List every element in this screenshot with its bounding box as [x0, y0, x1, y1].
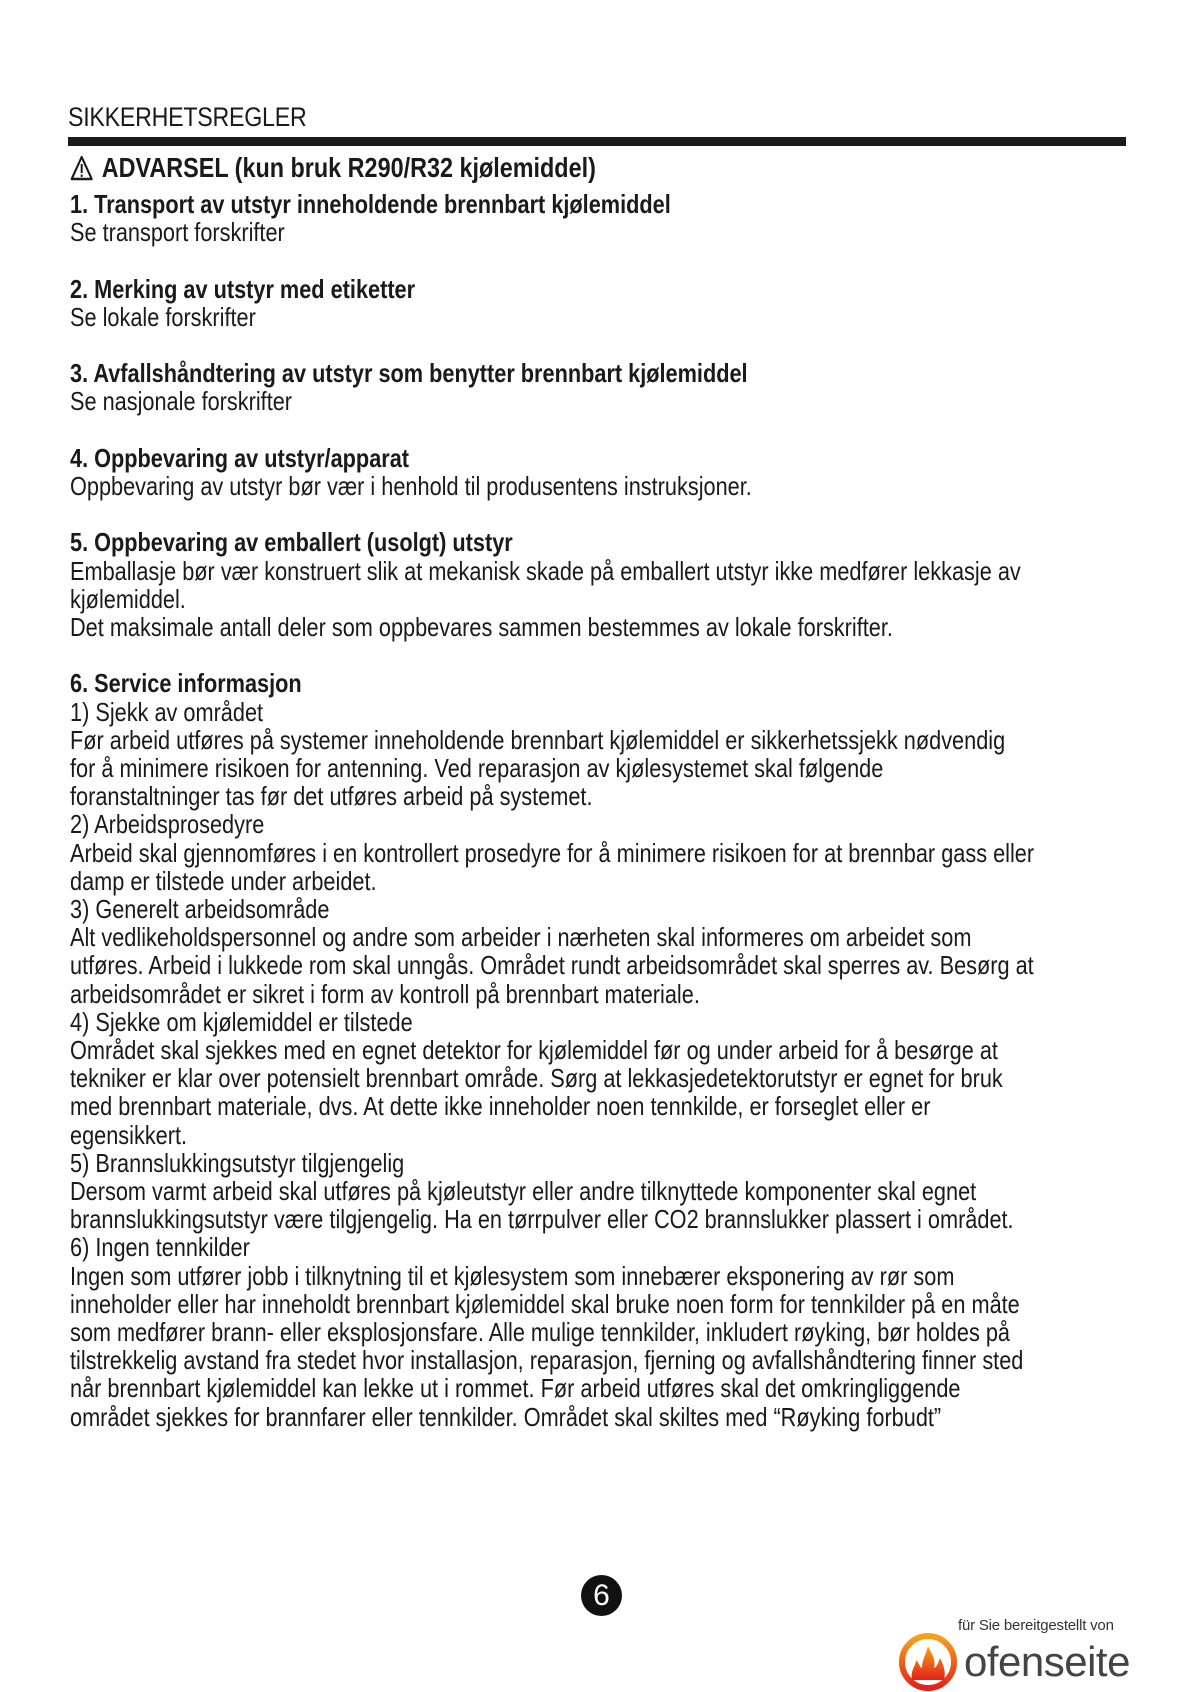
body-line: tekniker er klar over potensielt brennbart område. Sørg at lekkasjedetektorutstyr er egnet for bruk [70, 1063, 1003, 1094]
section [70, 641, 1105, 1431]
body-line: Emballasje bør vær konstruert slik at mekanisk skade på emballert utstyr ikke medfører lekkasje av [70, 555, 1021, 586]
body-line: med brennbart materiale, dvs. At dette ikke inneholder noen tennkilde, er forseglet eller er [70, 1091, 931, 1122]
body-line: Dersom varmt arbeid skal utføres på kjøleutstyr eller andre tilknyttede komponenter skal egnet [70, 1176, 977, 1207]
warning-triangle-icon [70, 155, 93, 181]
page-header: SIKKERHETSREGLER [68, 102, 307, 132]
warning-heading [70, 152, 1105, 184]
body-line: utføres. Arbeid i lukkede rom skal unngås. Området rundt arbeidsområdet skal sperres av. Besørg at [70, 950, 1034, 981]
body-line: Alt vedlikeholdspersonnel og andre som arbeider i nærheten skal informeres om arbeidet som [70, 922, 972, 953]
body-line: brannslukkingsutstyr være tilgjengelig. Ha en tørrpulver eller CO2 brannslukker plassert i området. [70, 1204, 1014, 1235]
section [70, 190, 1105, 246]
section-heading: 1. Transport av utstyr inneholdende brennbart kjølemiddel [70, 189, 671, 219]
section [70, 500, 1105, 641]
header-rule [68, 137, 1126, 146]
body-line: tilstrekkelig avstand fra stedet hvor installasjon, reparasjon, fjerning og avfallshåndtering finner sted [70, 1345, 1024, 1376]
body-line: Oppbevaring av utstyr bør vær i henhold til produsentens instruksjoner. [70, 470, 752, 501]
section-heading: 4. Oppbevaring av utstyr/apparat [70, 442, 410, 473]
body-line: foranstaltninger tas før det utføres arbeid på systemet. [70, 781, 593, 812]
body-line: 5) Brannslukkingsutstyr tilgjengelig [70, 1147, 405, 1178]
body-line: 4) Sjekke om kjølemiddel er tilstede [70, 1006, 413, 1037]
body-line: området sjekkes for brannfarer eller tennkilder. Området skal skiltes med “Røyking forbudt” [70, 1401, 942, 1432]
page-number: 6 [581, 1575, 622, 1616]
section [70, 416, 1105, 501]
section-heading: 6. Service informasjon [70, 668, 302, 699]
body-line: Arbeid skal gjennomføres i en kontrollert prosedyre for å minimere risikoen for at brennbar gass eller [70, 837, 1035, 868]
warning-title: ADVARSEL (kun bruk R290/R32 kjølemiddel) [101, 152, 596, 183]
body-line: 3) Generelt arbeidsområde [70, 894, 330, 924]
section [70, 246, 1105, 331]
body-line: Ingen som utfører jobb i tilknytning til et kjølesystem som innebærer eksponering av rør som [70, 1260, 955, 1291]
body-line: 1) Sjekk av området [70, 696, 264, 727]
body-line: 2) Arbeidsprosedyre [70, 809, 265, 840]
body-line: inneholder eller har inneholdt brennbart kjølemiddel skal bruke noen form for tennkilder på en måte [70, 1288, 1020, 1319]
body-line: Se lokale forskrifter [70, 301, 256, 332]
document-body [70, 152, 1105, 1431]
body-line: Se transport forskrifter [70, 217, 285, 248]
body-line: Det maksimale antall deler som oppbevares sammen bestemmes av lokale forskrifter. [70, 611, 893, 642]
body-line: Før arbeid utføres på systemer inneholdende brennbart kjølemiddel er sikkerhetssjekk nødvendig [70, 724, 1006, 755]
credit-text: für Sie bereitgestellt von [958, 1617, 1114, 1634]
section-heading: 5. Oppbevaring av emballert (usolgt) utstyr [70, 527, 513, 558]
brand-name: ofenseite [964, 1638, 1130, 1685]
body-line: Se nasjonale forskrifter [70, 386, 293, 417]
section-heading: 2. Merking av utstyr med etiketter [70, 273, 416, 304]
section-heading: 3. Avfallshåndtering av utstyr som benytter brennbart kjølemiddel [70, 358, 748, 389]
body-line: damp er tilstede under arbeidet. [70, 865, 377, 896]
body-line: egensikkert. [70, 1119, 188, 1150]
body-line: for å minimere risikoen for antenning. Ved reparasjon av kjølesystemet skal følgende [70, 752, 884, 783]
body-line: 6) Ingen tennkilder [70, 1232, 250, 1263]
ofenseite-logo [898, 1632, 1130, 1692]
body-line: Området skal sjekkes med en egnet detektor for kjølemiddel før og under arbeid for å besørge at [70, 1035, 998, 1066]
body-line: arbeidsområdet er sikret i form av kontroll på brennbart materiale. [70, 978, 700, 1009]
section [70, 331, 1105, 416]
flame-logo-icon [898, 1632, 958, 1692]
body-line: når brennbart kjølemiddel kan lekke ut i rommet. Før arbeid utføres skal det omkringliggende [70, 1373, 961, 1404]
body-line: som medfører brann- eller eksplosjonsfare. Alle mulige tennkilder, inkludert røyking, bør holdes på [70, 1317, 1010, 1348]
body-line: kjølemiddel. [70, 583, 186, 614]
